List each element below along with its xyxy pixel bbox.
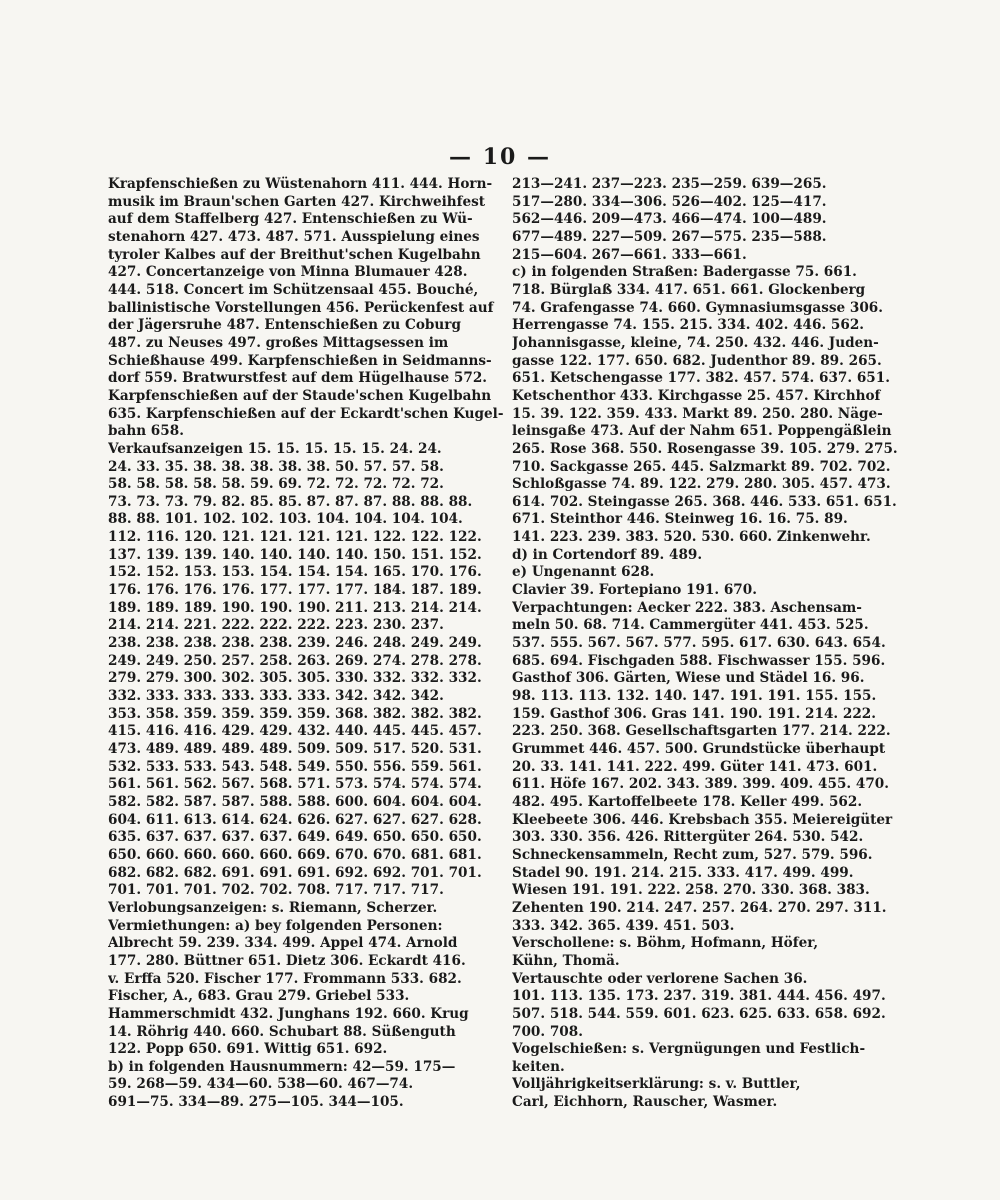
index-line: Vogelschießen: s. Vergnügungen und Festlich-	[512, 1041, 866, 1058]
index-line: Vermiethungen: a) bey folgenden Personen:	[108, 917, 443, 934]
index-line: stenahorn 427. 473. 487. 571. Ausspielung eines	[108, 228, 480, 245]
index-line: 700. 708.	[512, 1023, 583, 1040]
index-line: 677—489. 227—509. 267—575. 235—588.	[512, 228, 827, 245]
index-line: e) Ungenannt 628.	[512, 564, 655, 581]
index-line: 671. Steinthor 446. Steinweg 16. 16. 75. 89.	[512, 511, 848, 528]
index-line: 611. Höfe 167. 202. 343. 389. 399. 409. 455. 470.	[512, 776, 889, 793]
index-line: 650. 660. 660. 660. 660. 669. 670. 670. 681. 681.	[108, 846, 482, 863]
index-line: Grummet 446. 457. 500. Grundstücke überhaupt	[512, 741, 886, 757]
index-line: 141. 223. 239. 383. 520. 530. 660. Zinkenwehr.	[512, 529, 871, 546]
index-line: 473. 489. 489. 489. 489. 509. 509. 517. 520. 531.	[108, 741, 482, 757]
index-line: Karpfenschießen auf der Staude'schen Kugelbahn	[108, 387, 492, 404]
index-line: Stadel 90. 191. 214. 215. 333. 417. 499. 499.	[512, 864, 854, 881]
index-line: 20. 33. 141. 141. 222. 499. Güter 141. 473. 601.	[512, 758, 878, 775]
index-line: 444. 518. Concert im Schützensaal 455. Bouché,	[108, 281, 479, 298]
index-line: Wiesen 191. 191. 222. 258. 270. 330. 368. 383.	[512, 882, 870, 899]
index-line: 635. Karpfenschießen auf der Eckardt'schen Kugel-	[108, 405, 503, 422]
index-line: 152. 152. 153. 153. 154. 154. 154. 165. 170. 176.	[108, 564, 482, 581]
left-column	[108, 176, 503, 1112]
index-line: 562—446. 209—473. 466—474. 100—489.	[512, 211, 827, 228]
index-line: 482. 495. Kartoffelbeete 178. Keller 499. 562.	[512, 793, 863, 810]
index-line: 332. 333. 333. 333. 333. 333. 342. 342. 342.	[108, 688, 444, 705]
index-line: d) in Cortendorf 89. 489.	[512, 546, 703, 563]
index-line: 279. 279. 300. 302. 305. 305. 330. 332. 332. 332.	[108, 670, 482, 687]
index-line: 507. 518. 544. 559. 601. 623. 625. 633. 658. 692.	[512, 1005, 886, 1022]
index-line: Albrecht 59. 239. 334. 499. Appel 474. Arnold	[108, 935, 458, 952]
index-line: Verpachtungen: Aecker 222. 383. Aschensam-	[512, 599, 862, 616]
index-line: bahn 658.	[108, 423, 184, 440]
index-line: 487. zu Neuses 497. großes Mittagsessen im	[108, 334, 449, 351]
index-line: 415. 416. 416. 429. 429. 432. 440. 445. 445. 457.	[108, 723, 482, 740]
index-line: 137. 139. 139. 140. 140. 140. 140. 150. 151. 152.	[108, 546, 482, 563]
index-line: 701. 701. 701. 702. 702. 708. 717. 717. 717.	[108, 882, 444, 899]
index-line: Verschollene: s. Böhm, Hofmann, Höfer,	[512, 935, 819, 952]
index-line: 604. 611. 613. 614. 624. 626. 627. 627. 627. 628.	[108, 811, 482, 828]
index-line: dorf 559. Bratwurstfest auf dem Hügelhause 572.	[108, 370, 488, 387]
index-line: Kleebeete 306. 446. Krebsbach 355. Meiereigüter	[512, 811, 893, 828]
index-line: auf dem Staffelberg 427. Entenschießen zu Wü-	[108, 211, 473, 228]
index-line: 15. 39. 122. 359. 433. Markt 89. 250. 280. Näge-	[512, 405, 883, 422]
index-line: 582. 582. 587. 587. 588. 588. 600. 604. 604. 604.	[108, 793, 482, 810]
index-line: 265. Rose 368. 550. Rosengasse 39. 105. 279. 275.	[512, 440, 898, 457]
index-line: Verlobungsanzeigen: s. Riemann, Scherzer.	[108, 899, 438, 916]
index-line: Herrengasse 74. 155. 215. 334. 402. 446. 562.	[512, 317, 865, 334]
index-line: 14. Röhrig 440. 660. Schubart 88. Süßenguth	[108, 1023, 456, 1040]
index-line: 24. 33. 35. 38. 38. 38. 38. 38. 50. 57. 57. 58.	[108, 458, 444, 475]
index-line: 249. 249. 250. 257. 258. 263. 269. 274. 278. 278.	[108, 652, 482, 669]
index-line: 238. 238. 238. 238. 238. 239. 246. 248. 249. 249.	[108, 635, 482, 652]
index-line: 303. 330. 356. 426. Rittergüter 264. 530. 542.	[512, 829, 864, 846]
index-line: 651. Ketschengasse 177. 382. 457. 574. 637. 651.	[512, 370, 890, 387]
index-line: 691—75. 334—89. 275—105. 344—105.	[108, 1094, 404, 1111]
index-line: Johannisgasse, kleine, 74. 250. 432. 446. Juden-	[512, 334, 879, 351]
index-line: Schneckensammeln, Recht zum, 527. 579. 596.	[512, 846, 873, 863]
index-line: musik im Braun'schen Garten 427. Kirchweihfest	[108, 193, 486, 210]
index-line: 189. 189. 189. 190. 190. 190. 211. 213. 214. 214.	[108, 599, 482, 616]
index-line: 614. 702. Steingasse 265. 368. 446. 533. 651. 651.	[512, 493, 897, 510]
index-line: 537. 555. 567. 567. 577. 595. 617. 630. 643. 654.	[512, 635, 886, 652]
index-line: ballinistische Vorstellungen 456. Perückenfest auf	[108, 299, 494, 316]
right-column	[512, 176, 907, 1112]
index-line: gasse 122. 177. 650. 682. Judenthor 89. 89. 265.	[512, 352, 882, 369]
index-line: 215—604. 267—661. 333—661.	[512, 246, 747, 263]
index-line: 176. 176. 176. 176. 177. 177. 177. 184. 187. 189.	[108, 582, 482, 599]
index-line: 101. 113. 135. 173. 237. 319. 381. 444. 456. 497.	[512, 988, 886, 1005]
index-line: meln 50. 68. 714. Cammergüter 441. 453. 525.	[512, 617, 869, 634]
index-line: 74. Grafengasse 74. 660. Gymnasiumsgasse 306.	[512, 299, 883, 316]
index-line: 214. 214. 221. 222. 222. 222. 223. 230. 237.	[108, 617, 444, 634]
index-line: 685. 694. Fischgaden 588. Fischwasser 155. 596.	[512, 652, 886, 669]
index-line: 73. 73. 73. 79. 82. 85. 85. 87. 87. 87. 88. 88. 88.	[108, 493, 473, 510]
index-line: Vertauschte oder verlorene Sachen 36.	[512, 970, 808, 987]
index-line: Zehenten 190. 214. 247. 257. 264. 270. 297. 311.	[512, 899, 887, 916]
index-line: c) in folgenden Straßen: Badergasse 75. 661.	[512, 264, 857, 281]
index-line: der Jägersruhe 487. Entenschießen zu Coburg	[108, 317, 461, 334]
index-line: tyroler Kalbes auf der Breithut'schen Kugelbahn	[108, 246, 481, 263]
index-line: Ketschenthor 433. Kirchgasse 25. 457. Kirchhof	[512, 387, 881, 404]
index-line: Hammerschmidt 432. Junghans 192. 660. Krug	[108, 1005, 469, 1022]
index-line: 718. Bürglaß 334. 417. 651. 661. Glockenberg	[512, 281, 866, 298]
index-line: 88. 88. 101. 102. 102. 103. 104. 104. 104. 104.	[108, 511, 463, 528]
index-line: 159. Gasthof 306. Gras 141. 190. 191. 214. 222.	[512, 705, 876, 722]
index-line: 710. Sackgasse 265. 445. Salzmarkt 89. 702. 702.	[512, 458, 891, 475]
index-line: Clavier 39. Fortepiano 191. 670.	[512, 582, 757, 599]
index-line: 517—280. 334—306. 526—402. 125—417.	[512, 193, 827, 210]
index-line: 59. 268—59. 434—60. 538—60. 467—74.	[108, 1076, 414, 1093]
index-line: Kühn, Thomä.	[512, 952, 620, 969]
index-line: 58. 58. 58. 58. 58. 59. 69. 72. 72. 72. 72. 72.	[108, 476, 444, 493]
index-line: 682. 682. 682. 691. 691. 691. 692. 692. 701. 701.	[108, 864, 482, 881]
index-line: 112. 116. 120. 121. 121. 121. 121. 122. 122. 122.	[108, 529, 482, 546]
index-line: keiten.	[512, 1058, 565, 1075]
index-line: 177. 280. Büttner 651. Dietz 306. Eckardt 416.	[108, 952, 466, 969]
index-line: Verkaufsanzeigen 15. 15. 15. 15. 15. 24. 24.	[108, 440, 442, 457]
index-line: 213—241. 237—223. 235—259. 639—265.	[512, 176, 827, 192]
index-line: 561. 561. 562. 567. 568. 571. 573. 574. 574. 574.	[108, 776, 482, 793]
index-line: b) in folgenden Hausnummern: 42—59. 175—	[108, 1058, 456, 1075]
index-line: Schloßgasse 74. 89. 122. 279. 280. 305. 457. 473.	[512, 476, 891, 493]
index-line: 223. 250. 368. Gesellschaftsgarten 177. 214. 222.	[512, 723, 891, 740]
index-line: 635. 637. 637. 637. 637. 649. 649. 650. 650. 650.	[108, 829, 482, 846]
index-line: Volljährigkeitserklärung: s. v. Buttler,	[512, 1076, 801, 1093]
index-line: Fischer, A., 683. Grau 279. Griebel 533.	[108, 988, 410, 1005]
index-line: 427. Concertanzeige von Minna Blumauer 428.	[108, 264, 468, 281]
index-line: Schießhause 499. Karpfenschießen in Seidmanns-	[108, 352, 492, 369]
index-line: Carl, Eichhorn, Rauscher, Wasmer.	[512, 1094, 778, 1111]
index-line: Gasthof 306. Gärten, Wiese und Städel 16. 96.	[512, 670, 865, 687]
index-line: leinsgaße 473. Auf der Nahm 651. Poppengäßlein	[512, 423, 892, 440]
index-line: v. Erffa 520. Fischer 177. Frommann 533. 682.	[108, 970, 462, 987]
index-line: 98. 113. 113. 132. 140. 147. 191. 191. 155. 155.	[512, 688, 877, 705]
index-line: 532. 533. 533. 543. 548. 549. 550. 556. 559. 561.	[108, 758, 482, 775]
index-line: 353. 358. 359. 359. 359. 359. 368. 382. 382. 382.	[108, 705, 482, 722]
index-line: 333. 342. 365. 439. 451. 503.	[512, 917, 735, 934]
index-line: Krapfenschießen zu Wüstenahorn 411. 444. Horn-	[108, 176, 493, 192]
page-number: — 10 —	[449, 144, 551, 170]
index-line: 122. Popp 650. 691. Wittig 651. 692.	[108, 1041, 388, 1058]
